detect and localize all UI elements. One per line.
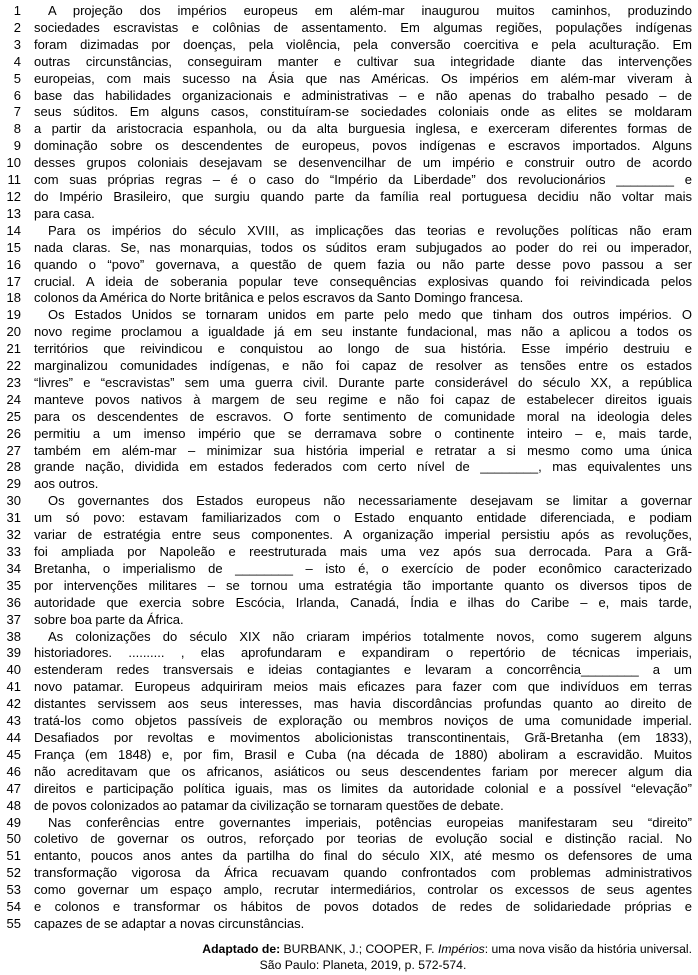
line-number: 53 <box>6 882 21 898</box>
text-line <box>0 307 698 324</box>
text-line <box>0 54 698 71</box>
line-number: 8 <box>13 121 21 137</box>
line-number: 31 <box>6 510 21 526</box>
text-line <box>0 71 698 88</box>
text-line <box>0 88 698 105</box>
line-text: permitiu a um imenso império que se derramava sobre o continente inteiro – e, mais tarde, <box>34 425 692 441</box>
citation-adapted-label: Adaptado de: <box>202 941 281 956</box>
line-number: 4 <box>13 53 21 69</box>
line-text: historiadores. .......... , elas aprofundaram e expandiram o repertório de técnicas imperiais, <box>34 645 692 661</box>
line-text: Desafiados por revoltas e movimentos abolicionistas transcontinentais, Grã-Bretanha (em 1833), <box>34 729 692 745</box>
line-text: As colonizações do século XIX não criaram impérios totalmente novos, como sugerem alguns <box>48 628 692 644</box>
line-text: marginalizou comunidades indígenas, e não foi capaz de resolver as tensões entre os estados <box>34 358 692 374</box>
text-line <box>0 662 698 679</box>
text-line <box>0 172 698 189</box>
line-text: territórios que reivindicou e conquistou ao longo de sua história. Esse império destruiu e <box>34 341 692 357</box>
line-text: crucial. A ideia de soberania popular teve consequências explosivas quando foi reivindicada pelos <box>34 273 692 289</box>
line-text: manteve povos nativos à margem de seu regime e não foi capaz de estabelecer direitos iguais <box>34 391 692 407</box>
text-line <box>0 578 698 595</box>
line-number: 10 <box>6 155 21 171</box>
citation-authors: BURBANK, J.; COOPER, F. <box>280 941 438 956</box>
text-line <box>0 155 698 172</box>
line-number: 15 <box>6 239 21 255</box>
line-number: 36 <box>6 594 21 610</box>
text-line <box>0 223 698 240</box>
line-text: novo regime proclamou a igualdade já em seu instante fundacional, mas não a aplicou a todos os <box>34 324 692 340</box>
text-line <box>0 121 698 138</box>
line-text: também em além-mar – minimizar sua história imperial e retratar a si mesmo como uma única <box>34 442 692 458</box>
text-line <box>0 848 698 865</box>
line-number: 39 <box>6 645 21 661</box>
text-line <box>0 679 698 696</box>
line-number: 18 <box>6 290 21 306</box>
line-text: foram dizimadas por doenças, pela violência, pela conversão coercitiva e pela aculturação. Em <box>34 36 692 52</box>
text-line <box>0 713 698 730</box>
line-text: variar de estratégia entre seus componentes. A organização imperial persistiu após as revoluções, <box>34 527 692 543</box>
text-line <box>0 815 698 832</box>
line-number: 42 <box>6 696 21 712</box>
line-text: europeias, com mais sucesso na Ásia que nas Américas. Os impérios em além-mar viveram à <box>34 70 692 86</box>
text-line <box>0 629 698 646</box>
line-text: dominação sobre os descendentes de europeus, povos indígenas e escravos importados. Alguns <box>34 138 692 154</box>
line-text: Os Estados Unidos se tornaram unidos em parte pelo medo que tinham dos outros impérios. O <box>48 307 692 323</box>
line-number: 50 <box>6 831 21 847</box>
line-number: 3 <box>13 36 21 52</box>
text-line <box>0 409 698 426</box>
line-number: 21 <box>6 341 21 357</box>
text-line <box>0 274 698 291</box>
line-text: de povos colonizados ao patamar da civilização se tornaram questões de debate. <box>34 797 504 813</box>
line-number: 43 <box>6 713 21 729</box>
line-text: sobre boa parte da África. <box>34 611 184 627</box>
text-line <box>0 730 698 747</box>
text-line <box>0 324 698 341</box>
line-text: não acreditavam que os africanos, asiáticos ou seus descendentes fariam por merecer algum dia <box>34 763 692 779</box>
line-text: nada claras. Se, nas monarquias, todos os súditos eram subjugados ao poder do rei ou imperador, <box>34 239 692 255</box>
line-text: França (em 1848) e, por fim, Brasil e Cuba (na década de 1880) aboliram a escravidão. Muitos <box>34 746 692 762</box>
text-line <box>0 899 698 916</box>
line-text: Para os impérios do século XVIII, as implicações das teorias e revoluções políticas não eram <box>48 222 692 238</box>
text-line <box>0 20 698 37</box>
line-text: direitos e participação política iguais, mas os limites da autoridade colonial e a possível “elevação” <box>34 780 692 796</box>
line-number: 7 <box>13 104 21 120</box>
line-number: 5 <box>13 70 21 86</box>
text-line <box>0 493 698 510</box>
line-text: estenderam redes transversais e ideias contagiantes e levaram a concorrência________ a um <box>34 662 692 678</box>
line-number: 2 <box>13 19 21 35</box>
line-number: 44 <box>6 729 21 745</box>
line-number: 54 <box>6 899 21 915</box>
line-text: distantes servissem aos seus interesses, mas havia discordâncias profundas quanto ao direito de <box>34 696 692 712</box>
text-line <box>0 747 698 764</box>
line-number: 24 <box>6 391 21 407</box>
line-text: grande nação, dividida em estados federados com certo nível de ________, mas equivalentes uns <box>34 459 692 475</box>
line-number: 38 <box>6 628 21 644</box>
line-text: entanto, poucos anos antes da partilha do final do século XIX, até mesmo os defensores de uma <box>34 848 692 864</box>
line-number: 6 <box>13 87 21 103</box>
line-number: 17 <box>6 273 21 289</box>
text-line <box>0 865 698 882</box>
line-number: 1 <box>13 3 21 18</box>
line-number: 20 <box>6 324 21 340</box>
line-number: 27 <box>6 442 21 458</box>
line-number: 46 <box>6 763 21 779</box>
citation <box>34 942 692 974</box>
citation-line-1 <box>34 942 692 958</box>
line-text: Os governantes dos Estados europeus não necessariamente desejavam se limitar a governar <box>48 493 692 509</box>
citation-line-2: São Paulo: Planeta, 2019, p. 572-574. <box>259 957 467 972</box>
line-number: 23 <box>6 374 21 390</box>
text-line <box>0 138 698 155</box>
line-number: 25 <box>6 408 21 424</box>
text-line <box>0 459 698 476</box>
line-number: 13 <box>6 205 21 221</box>
line-text: um só povo: estavam familiarizados com o Estado enquanto entidade diferenciada, e podiam <box>34 510 692 526</box>
line-text: colonos da América do Norte britânica e pelos escravos da Santo Domingo francesa. <box>34 290 524 306</box>
line-number: 9 <box>13 138 21 154</box>
line-text: e colonos e transformar os hábitos de povos dotados de redes de solidariedade próprias e <box>34 899 692 915</box>
line-number: 26 <box>6 425 21 441</box>
line-number: 19 <box>6 307 21 323</box>
citation-title: Impérios <box>437 941 485 956</box>
line-number: 34 <box>6 560 21 576</box>
text-line <box>0 443 698 460</box>
line-text: do Império Brasileiro, que surgiu quando parte da família real portuguesa decidiu não voltar mais <box>34 188 692 204</box>
line-text: a partir da aristocracia espanhola, ou da alta burguesia inglesa, e exerceram diferentes formas de <box>34 121 692 137</box>
line-number: 45 <box>6 746 21 762</box>
line-number: 11 <box>7 172 21 188</box>
text-line <box>0 916 698 933</box>
text-line <box>0 3 698 20</box>
line-text: aos outros. <box>34 476 99 492</box>
line-text: “livres” e “escravistas” sem uma guerra civil. Durante parte considerável do século XX, a república <box>34 374 692 390</box>
line-text: A projeção dos impérios europeus em além-mar inaugurou muitos caminhos, produzindo <box>48 3 692 18</box>
line-text: sociedades escravistas e colônias de assentamento. Em algumas regiões, populações indígenas <box>34 19 692 35</box>
line-number: 33 <box>6 544 21 559</box>
line-text: foi ampliada por Napoleão e reestruturada mais uma vez após sua derrocada. Para a Grã- <box>34 544 692 559</box>
line-number: 55 <box>6 915 21 931</box>
text-line <box>0 257 698 274</box>
line-text: Nas conferências entre governantes imperiais, potências europeias manifestaram seu “direito” <box>48 814 692 830</box>
line-number: 16 <box>6 256 21 272</box>
line-text: outras circunstâncias, conseguiram manter e cultivar sua integridade diante das intervenções <box>34 53 692 69</box>
line-number: 37 <box>6 611 21 627</box>
text-line <box>0 882 698 899</box>
text-line <box>0 612 698 629</box>
line-number: 47 <box>6 780 21 796</box>
line-number: 48 <box>6 797 21 813</box>
text-line <box>0 527 698 544</box>
line-number: 29 <box>6 476 21 492</box>
line-number: 49 <box>6 814 21 830</box>
line-number: 51 <box>6 848 21 864</box>
text-line <box>0 392 698 409</box>
line-number: 40 <box>6 662 21 678</box>
text-line <box>0 358 698 375</box>
text-line <box>0 696 698 713</box>
line-number: 14 <box>6 222 21 238</box>
line-number: 30 <box>6 493 21 509</box>
text-line <box>0 645 698 662</box>
text-line <box>0 510 698 527</box>
text-line <box>0 37 698 54</box>
text-line <box>0 426 698 443</box>
line-text: para os descendentes de escravos. O forte sentimento de comunidade moral na ideologia deles <box>34 408 692 424</box>
text-line <box>0 476 698 493</box>
text-line <box>0 290 698 307</box>
line-number: 12 <box>6 188 21 204</box>
text-body <box>0 3 698 933</box>
text-line <box>0 561 698 578</box>
text-line <box>0 206 698 223</box>
text-line <box>0 831 698 848</box>
text-line <box>0 781 698 798</box>
text-line <box>0 240 698 257</box>
line-text: para casa. <box>34 205 95 221</box>
text-line <box>0 341 698 358</box>
line-number: 22 <box>6 358 21 374</box>
line-number: 52 <box>6 865 21 881</box>
line-number: 28 <box>6 459 21 475</box>
line-text: como governar um espaço amplo, recrutar intermediários, controlar os excessos de seus agentes <box>34 882 692 898</box>
text-line <box>0 104 698 121</box>
line-text: Bretanha, o imperialismo de ________ – isto é, o exercício de poder econômico caracterizado <box>34 560 692 576</box>
line-number: 32 <box>6 527 21 543</box>
line-text: transformação vigorosa da África recuavam quando confrontados com problemas administrativos <box>34 865 692 881</box>
line-text: autoridade que exercia sobre Escócia, Irlanda, Canadá, Índia e ilhas do Caribe – e, mais tarde, <box>34 594 692 610</box>
text-line <box>0 375 698 392</box>
text-line <box>0 544 698 561</box>
text-line <box>0 764 698 781</box>
line-text: novo patamar. Europeus adquiriram meios mais eficazes para fazer com que indivíduos em terras <box>34 679 692 695</box>
line-text: tratá-los como objetos passíveis de exploração ou membros noviços de uma comunidade imperial. <box>34 713 692 729</box>
text-line <box>0 595 698 612</box>
line-text: coletivo de governar os outros, reforçado por teorias de evolução social e distinção racial. No <box>34 831 692 847</box>
line-text: seus súditos. Em alguns casos, constituíram-se sociedades coloniais onde as elites se moldaram <box>34 104 692 120</box>
line-text: com suas próprias regras – é o caso do “Império da Liberdade” dos revolucionários ________ e <box>34 172 692 188</box>
line-text: capazes de se adaptar a novas circunstâncias. <box>34 915 305 931</box>
line-text: base das habilidades organizacionais e administrativas – e não apenas do trabalho pesado – de <box>34 87 692 103</box>
line-text: por intervenções militares – se tornou uma estratégia tão importante quanto os diversos tipos de <box>34 577 692 593</box>
line-text: quando o “povo” governava, a questão de quem fazia ou não parte desse povo passou a ser <box>34 256 692 272</box>
text-line <box>0 189 698 206</box>
text-line <box>0 798 698 815</box>
citation-subtitle: : uma nova visão da história universal. <box>484 941 692 956</box>
line-text: desses grupos coloniais desejavam se desenvencilhar de um império e construir outro de acordo <box>34 155 692 171</box>
line-number: 41 <box>6 679 21 695</box>
line-number: 35 <box>6 577 21 593</box>
